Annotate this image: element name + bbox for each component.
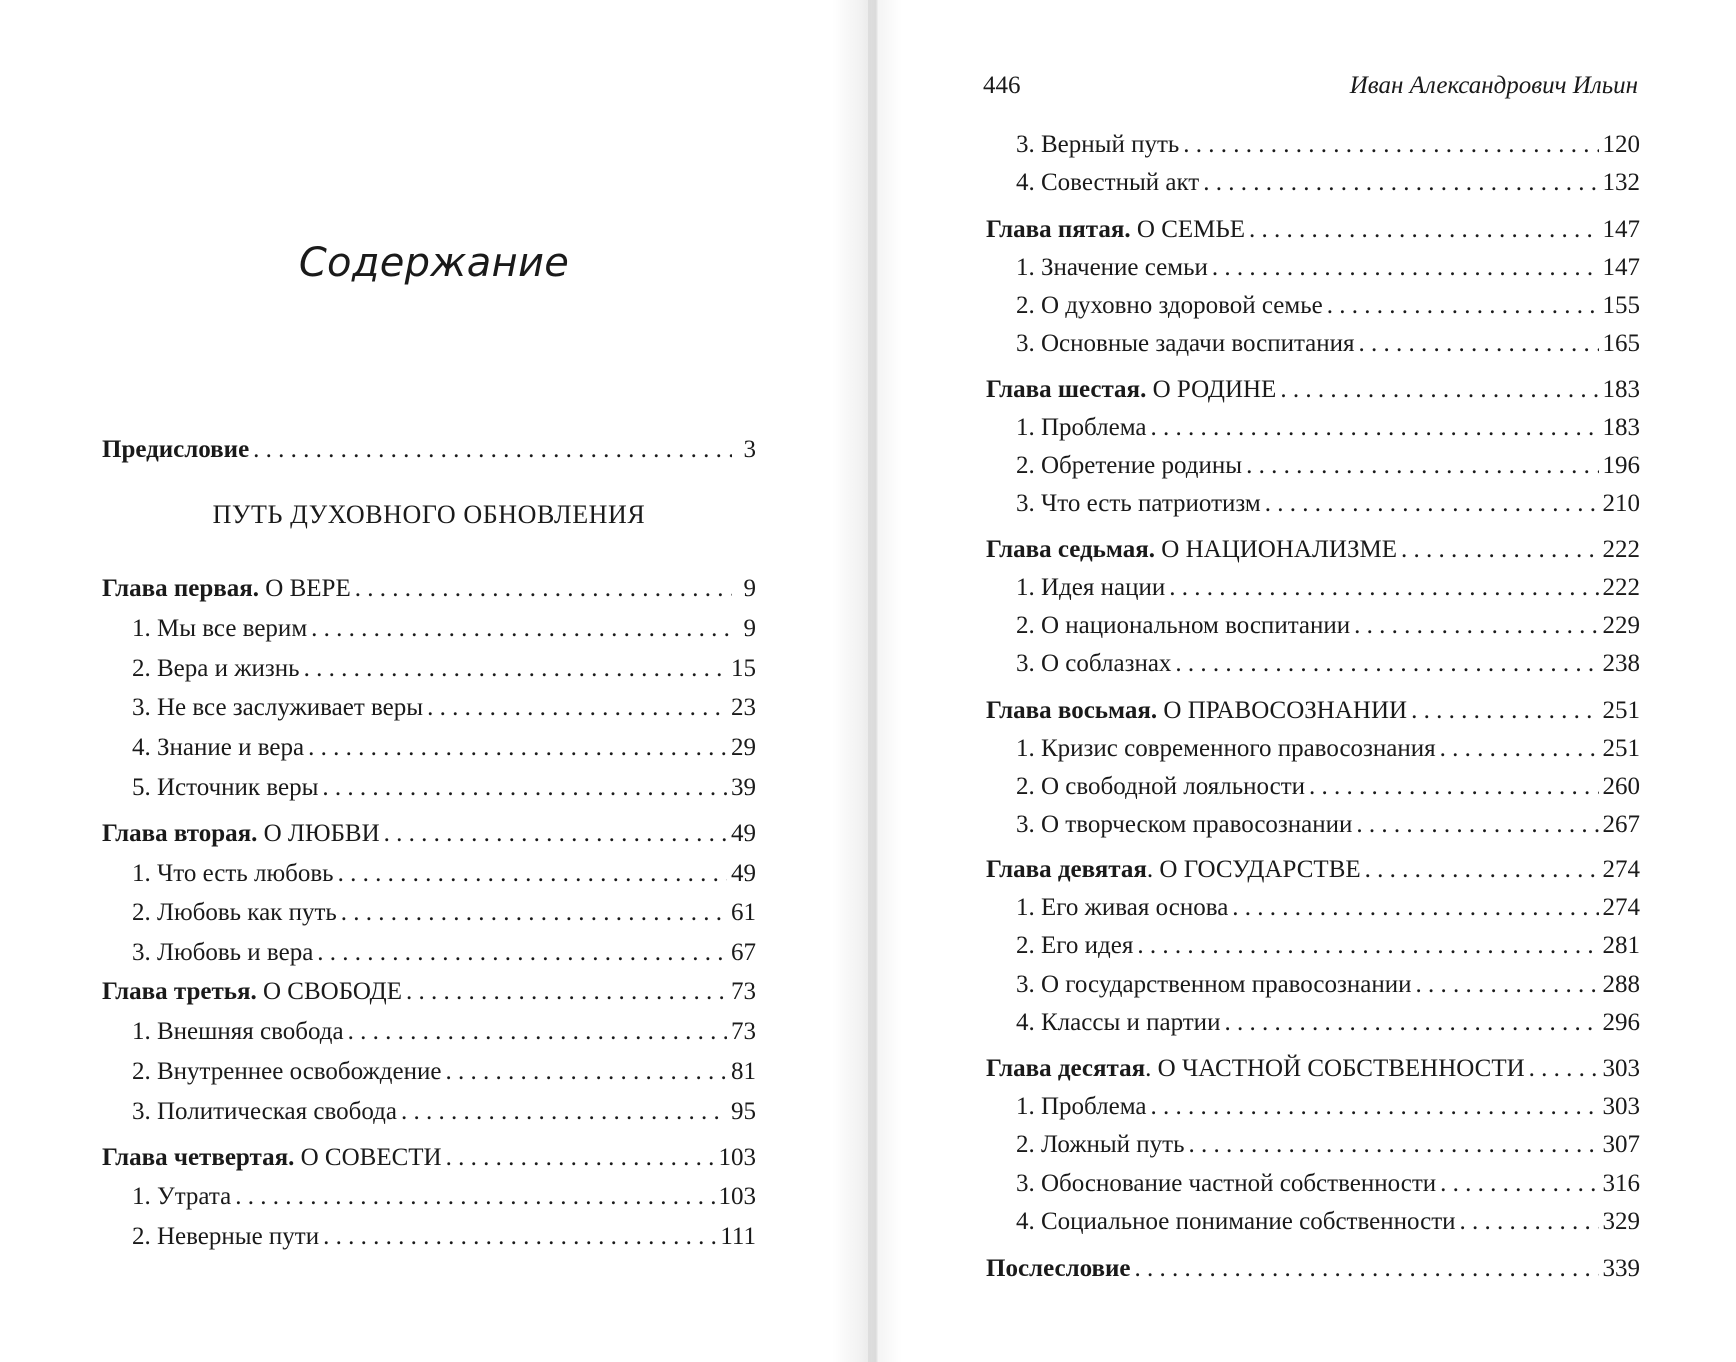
toc-entry-page: 9 <box>743 575 756 602</box>
toc-section-entry[interactable] <box>102 612 756 646</box>
dot-leader <box>1137 929 1598 963</box>
dot-leader <box>1356 808 1598 842</box>
toc-entry-text: 1. Что есть любовь <box>132 860 334 887</box>
toc-entry-label <box>986 128 1179 162</box>
toc-entry-label <box>986 968 1412 1002</box>
toc-chapter-entry[interactable] <box>102 817 756 851</box>
toc-entry-label <box>102 1015 344 1049</box>
toc-entry-text: О СЕМЬЕ <box>1130 216 1246 243</box>
toc-entry-label <box>986 213 1245 247</box>
toc-chapter-word: Глава седьмая. <box>986 536 1156 563</box>
toc-entry-label <box>102 612 307 646</box>
toc-entry-page: 165 <box>1602 330 1640 357</box>
dot-leader <box>1183 128 1598 162</box>
toc-entry-label <box>986 929 1133 963</box>
toc-entry-page: 196 <box>1602 452 1640 479</box>
toc-entry-label <box>986 1006 1220 1040</box>
toc-entry-text: 1. Идея нации <box>1016 574 1166 601</box>
toc-entry-label <box>102 691 423 725</box>
toc-entry-label <box>986 732 1436 766</box>
toc-entry-page: 49 <box>731 860 756 887</box>
toc-section-entry[interactable] <box>102 1095 756 1129</box>
toc-entry-text: . О ГОСУДАРСТВЕ <box>1146 856 1361 883</box>
toc-entry-page: 281 <box>1602 932 1640 959</box>
toc-chapter-entry[interactable] <box>986 533 1640 567</box>
toc-entry-page: 183 <box>1602 376 1640 403</box>
toc-entry-text: 3. Политическая свобода <box>132 1098 397 1125</box>
toc-chapter-entry[interactable] <box>986 373 1640 407</box>
toc-entry-page: 23 <box>731 694 756 721</box>
dot-leader <box>1411 694 1598 728</box>
dot-leader <box>1416 968 1599 1002</box>
toc-chapter-word: Глава первая. <box>102 575 260 602</box>
toc-entry-text: О СВОБОДЕ <box>256 978 403 1005</box>
toc-entry-label <box>102 572 351 606</box>
dot-leader <box>1365 853 1599 887</box>
toc-section-entry[interactable] <box>102 1220 756 1254</box>
toc-entry-page: 120 <box>1602 131 1640 158</box>
dot-leader <box>1440 732 1599 766</box>
running-author: Иван Александрович Ильин <box>1349 72 1638 99</box>
toc-entry-label <box>102 652 300 686</box>
toc-entry-label <box>102 975 402 1009</box>
toc-section-entry[interactable] <box>986 128 1640 162</box>
toc-entry-page: 147 <box>1602 254 1640 281</box>
toc-section-entry[interactable] <box>102 896 756 930</box>
toc-entry-page: 267 <box>1602 811 1640 838</box>
toc-section-entry[interactable] <box>986 411 1640 445</box>
toc-entry-label <box>986 571 1165 605</box>
toc-entry-label <box>986 1128 1185 1162</box>
toc-entry-label <box>102 857 334 891</box>
toc-entry-text: 3. О соблазнах <box>1016 650 1172 677</box>
dot-leader <box>355 572 732 606</box>
toc-entry-page: 296 <box>1602 1009 1640 1036</box>
toc-entry-text: 2. Любовь как путь <box>132 899 337 926</box>
toc-section-entry[interactable] <box>986 251 1640 285</box>
toc-entry-label <box>986 1090 1146 1124</box>
toc-entry-page: 316 <box>1602 1170 1640 1197</box>
toc-entry-text: 2. Обретение родины <box>1016 452 1243 479</box>
dot-leader <box>1212 251 1599 285</box>
toc-chapter-entry[interactable] <box>986 853 1640 887</box>
toc-entry-text: 1. Утрата <box>132 1183 232 1210</box>
toc-section-entry[interactable] <box>102 1015 756 1049</box>
toc-entry-text: 1. Кризис современного правосознания <box>1016 735 1436 762</box>
toc-entry-label <box>102 1055 441 1089</box>
toc-entry-page: 307 <box>1602 1131 1640 1158</box>
toc-chapter-word: Глава третья. <box>102 978 257 1005</box>
dot-leader <box>384 817 727 851</box>
toc-entry-page: 61 <box>731 899 756 926</box>
toc-entry-page: 132 <box>1602 169 1640 196</box>
toc-entry-page: 210 <box>1602 490 1640 517</box>
toc-entry-text: 2. Ложный путь <box>1016 1131 1185 1158</box>
toc-entry-page: 111 <box>720 1223 756 1250</box>
dot-leader <box>445 1055 727 1089</box>
toc-section-entry[interactable] <box>986 609 1640 643</box>
toc-chapter-word: Глава шестая. <box>986 376 1147 403</box>
toc-entry-text: О СОВЕСТИ <box>294 1144 442 1171</box>
toc-entry-page: 238 <box>1602 650 1640 677</box>
toc-chapter-entry[interactable] <box>986 1052 1640 1086</box>
toc-entry-label <box>102 1220 319 1254</box>
toc-chapter-word: Послесловие <box>986 1255 1131 1282</box>
toc-entry-label <box>986 327 1355 361</box>
toc-entry-page: 15 <box>731 655 756 682</box>
dot-leader <box>401 1095 727 1129</box>
toc-section-entry[interactable] <box>102 691 756 725</box>
toc-section-entry[interactable] <box>102 731 756 765</box>
toc-entry-label <box>986 1252 1130 1286</box>
toc-entry-page: 274 <box>1602 856 1640 883</box>
toc-chapter-word: Глава вторая. <box>102 820 258 847</box>
toc-chapter-word: Глава четвертая. <box>102 1144 295 1171</box>
toc-section-entry[interactable] <box>986 289 1640 323</box>
toc-section-entry[interactable] <box>986 1167 1640 1201</box>
toc-entry-label <box>102 896 337 930</box>
toc-section-entry[interactable] <box>986 449 1640 483</box>
toc-section-entry[interactable] <box>986 808 1640 842</box>
dot-leader <box>1265 487 1599 521</box>
toc-entry-text: О НАЦИОНАЛИЗМЕ <box>1155 536 1397 563</box>
dot-leader <box>1249 213 1598 247</box>
toc-entry-text: 1. Мы все верим <box>132 615 308 642</box>
toc-entry-label <box>986 289 1323 323</box>
toc-chapter-word: Глава восьмая. <box>986 697 1158 724</box>
dot-leader <box>1309 770 1598 804</box>
toc-entry-page: 288 <box>1602 971 1640 998</box>
toc-entry-text: 2. О свободной лояльности <box>1016 773 1306 800</box>
dot-leader <box>341 896 727 930</box>
dot-leader <box>1203 166 1598 200</box>
toc-section-entry[interactable] <box>986 770 1640 804</box>
contents-title: Содержание <box>298 240 570 286</box>
toc-entry-text: 3. Основные задачи воспитания <box>1016 330 1355 357</box>
toc-entry-text: 1. Проблема <box>1016 1093 1147 1120</box>
toc-entry-text: 3. Любовь и вера <box>132 939 314 966</box>
toc-chapter-entry[interactable] <box>102 1141 756 1175</box>
toc-entry-page: 155 <box>1602 292 1640 319</box>
right-page <box>868 0 1736 1362</box>
toc-entry-label <box>102 731 304 765</box>
toc-entry-page: 39 <box>731 774 756 801</box>
toc-entry-text: 1. Внешняя свобода <box>132 1018 344 1045</box>
book-gutter-shadow-right <box>868 0 902 1362</box>
toc-chapter-entry[interactable] <box>986 213 1640 247</box>
toc-entry-text: 4. Социальное понимание собственности <box>1016 1208 1456 1235</box>
dot-leader <box>446 1141 715 1175</box>
dot-leader <box>317 936 727 970</box>
dot-leader <box>311 612 732 646</box>
toc-entry-text: 1. Проблема <box>1016 414 1147 441</box>
toc-section-entry[interactable] <box>102 936 756 970</box>
toc-chapter-entry[interactable] <box>986 694 1640 728</box>
toc-entry-label <box>986 647 1171 681</box>
toc-entry-page: 329 <box>1602 1208 1640 1235</box>
dot-leader <box>1354 609 1598 643</box>
toc-entry-text: 2. Внутреннее освобождение <box>132 1058 442 1085</box>
toc-entry-text: 4. Знание и вера <box>132 734 305 761</box>
toc-entry-label <box>986 373 1276 407</box>
dot-leader <box>427 691 727 725</box>
toc-entry-label <box>102 817 380 851</box>
toc-entry-page: 9 <box>743 615 756 642</box>
dot-leader <box>1150 411 1598 445</box>
toc-entry-label <box>986 1205 1456 1239</box>
toc-entry-text: О РОДИНЕ <box>1146 376 1277 403</box>
toc-entry-label <box>986 251 1208 285</box>
toc-entry-text: 2. Его идея <box>1016 932 1134 959</box>
toc-entry-page: 147 <box>1602 216 1640 243</box>
dot-leader <box>338 857 727 891</box>
dot-leader <box>1175 647 1598 681</box>
toc-entry-page: 260 <box>1602 773 1640 800</box>
toc-entry-page: 103 <box>718 1144 756 1171</box>
dot-leader <box>1529 1052 1599 1086</box>
toc-entry-text: 2. О духовно здоровой семье <box>1016 292 1323 319</box>
toc-entry-label <box>986 449 1242 483</box>
toc-entry-text: 2. О национальном воспитании <box>1016 612 1351 639</box>
toc-chapter-word: Глава пятая. <box>986 216 1131 243</box>
toc-entry-text: 3. Верный путь <box>1016 131 1180 158</box>
toc-entry-page: 229 <box>1602 612 1640 639</box>
toc-entry-text: 4. Совестный акт <box>1016 169 1200 196</box>
toc-entry-preface[interactable] <box>102 433 756 467</box>
section-title: ПУТЬ ДУХОВНОГО ОБНОВЛЕНИЯ <box>212 500 646 529</box>
toc-entry-label <box>986 891 1228 925</box>
toc-entry-page: 183 <box>1602 414 1640 441</box>
toc-entry-label <box>986 533 1397 567</box>
toc-entry-page: 81 <box>731 1058 756 1085</box>
toc-entry-label <box>102 936 313 970</box>
toc-entry-page: 95 <box>731 1098 756 1125</box>
toc-entry-label: Предисловие <box>102 436 250 463</box>
toc-entry-page: 274 <box>1602 894 1640 921</box>
dot-leader <box>1359 327 1599 361</box>
dot-leader <box>322 771 727 805</box>
toc-chapter-entry[interactable] <box>986 1252 1640 1286</box>
toc-chapter-entry[interactable] <box>102 572 756 606</box>
toc-entry-text: 4. Классы и партии <box>1016 1009 1221 1036</box>
dot-leader <box>1150 1090 1598 1124</box>
toc-entry-page: 251 <box>1602 697 1640 724</box>
toc-entry-page: 29 <box>731 734 756 761</box>
toc-entry-label <box>102 1095 397 1129</box>
toc-section-entry[interactable] <box>986 891 1640 925</box>
toc-chapter-word: Глава девятая <box>986 856 1147 883</box>
toc-entry-text: 3. Обоснование частной собственности <box>1016 1170 1437 1197</box>
toc-chapter-word: Глава десятая <box>986 1055 1146 1082</box>
toc-chapter-entry[interactable] <box>102 975 756 1009</box>
toc-entry-text: О ВЕРЕ <box>259 575 351 602</box>
dot-leader <box>1134 1252 1598 1286</box>
toc-entry-page: 222 <box>1602 536 1640 563</box>
toc-entry-page: 73 <box>731 978 756 1005</box>
toc-section-entry[interactable] <box>986 929 1640 963</box>
toc-section-entry[interactable] <box>986 487 1640 521</box>
toc-entry-text: О ЛЮБВИ <box>257 820 380 847</box>
toc-entry-text: 5. Источник веры <box>132 774 319 801</box>
toc-entry-text: 3. О творческом правосознании <box>1016 811 1353 838</box>
toc-entry-text: 3. Что есть патриотизм <box>1016 490 1261 517</box>
toc-entry-label <box>986 694 1407 728</box>
toc-entry-page: 67 <box>731 939 756 966</box>
toc-entry-label <box>986 853 1361 887</box>
toc-entry-label <box>986 1052 1525 1086</box>
toc-section-entry[interactable] <box>986 1090 1640 1124</box>
toc-section-entry[interactable] <box>986 732 1640 766</box>
toc-section-entry[interactable] <box>986 571 1640 605</box>
toc-section-entry[interactable] <box>102 1055 756 1089</box>
toc-section-entry[interactable] <box>986 647 1640 681</box>
dot-leader <box>1460 1205 1599 1239</box>
dot-leader <box>235 1180 714 1214</box>
dot-leader <box>1280 373 1598 407</box>
toc-section-entry[interactable] <box>102 1180 756 1214</box>
toc-entry-label <box>986 808 1352 842</box>
toc-entry-text: . О ЧАСТНОЙ СОБСТВЕННОСТИ <box>1145 1055 1525 1082</box>
dot-leader <box>308 731 727 765</box>
toc-entry-label <box>102 1180 231 1214</box>
toc-entry-label <box>986 411 1146 445</box>
dot-leader <box>1224 1006 1598 1040</box>
toc-entry-page: 222 <box>1602 574 1640 601</box>
toc-entry-page: 49 <box>731 820 756 847</box>
toc-section-entry[interactable] <box>986 968 1640 1002</box>
toc-entry-text: 2. Вера и жизнь <box>132 655 300 682</box>
dot-leader <box>1401 533 1599 567</box>
dot-leader <box>1246 449 1598 483</box>
dot-leader <box>348 1015 727 1049</box>
toc-entry-page: 303 <box>1602 1093 1640 1120</box>
running-page-number: 446 <box>983 72 1021 99</box>
toc-entry-label <box>102 771 318 805</box>
toc-entry-page: 3 <box>743 436 756 463</box>
toc-entry-text: 3. Не все заслуживает веры <box>132 694 424 721</box>
toc-entry-label <box>986 487 1261 521</box>
dot-leader <box>1327 289 1599 323</box>
dot-leader <box>1440 1167 1598 1201</box>
toc-section-entry[interactable] <box>102 652 756 686</box>
toc-section-entry[interactable] <box>986 166 1640 200</box>
toc-section-entry[interactable] <box>986 327 1640 361</box>
dot-leader <box>1189 1128 1599 1162</box>
dot-leader <box>406 975 727 1009</box>
toc-section-entry[interactable] <box>986 1006 1640 1040</box>
toc-entry-label <box>986 609 1350 643</box>
toc-entry-page: 251 <box>1602 735 1640 762</box>
toc-entry-text: 3. О государственном правосознании <box>1016 971 1412 998</box>
toc-entry-label <box>986 166 1199 200</box>
toc-entry-page: 103 <box>718 1183 756 1210</box>
toc-entry-page: 73 <box>731 1018 756 1045</box>
toc-entry-label <box>102 1141 442 1175</box>
toc-section-entry[interactable] <box>986 1205 1640 1239</box>
toc-entry-text: 2. Неверные пути <box>132 1223 320 1250</box>
toc-entry-label <box>986 770 1305 804</box>
toc-section-entry[interactable] <box>102 857 756 891</box>
dot-leader <box>1169 571 1598 605</box>
toc-entry-page: 303 <box>1602 1055 1640 1082</box>
toc-entry-text: 1. Значение семьи <box>1016 254 1208 281</box>
toc-section-entry[interactable] <box>986 1128 1640 1162</box>
toc-entry-text: О ПРАВОСОЗНАНИИ <box>1157 697 1408 724</box>
toc-entry-text: 1. Его живая основа <box>1016 894 1229 921</box>
toc-entry-label <box>986 1167 1436 1201</box>
dot-leader <box>1232 891 1598 925</box>
toc-entry-page: 339 <box>1602 1255 1640 1282</box>
toc-section-entry[interactable] <box>102 771 756 805</box>
dot-leader <box>304 652 727 686</box>
dot-leader <box>323 1220 716 1254</box>
